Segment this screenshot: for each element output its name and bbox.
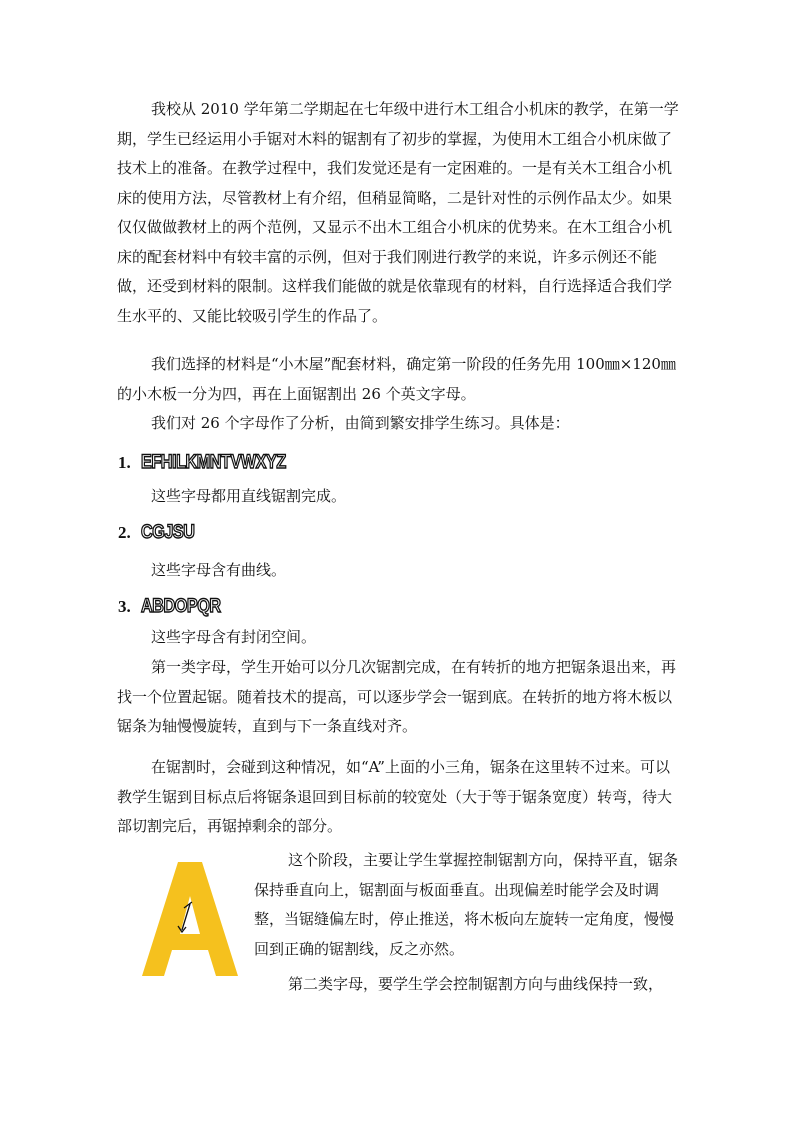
paragraph-analysis: 我们对 26 个字母作了分析，由简到繁安排学生练习。具体是： — [151, 414, 570, 432]
list-item-1 — [118, 452, 311, 474]
list-item-2-desc: 这些字母含有曲线。 — [151, 561, 287, 579]
list-item-2 — [118, 522, 204, 544]
letter-a-illustration — [140, 860, 240, 978]
paragraph-turning: 在锯割时，会碰到这种情况，如“A”上面的小三角，锯条在这里转不过来。可以教学生锯到目标点后将锯条退回到目标前的较宽处（大于等于锯条宽度）转弯，待大部切割完后，再锯掉剩余的部分。 — [117, 758, 673, 835]
list-number: 1. — [118, 453, 131, 472]
outline-letters: CGJSU — [140, 522, 195, 543]
outline-letters: EFHILKMNTVWXYZ — [140, 452, 286, 473]
paragraph-second-category: 第二类字母，要学生学会控制锯割方向与曲线保持一致， — [288, 975, 664, 993]
list-item-3 — [118, 596, 234, 618]
outline-letters: ABDOPQR — [140, 596, 221, 617]
list-item-1-desc: 这些字母都用直线锯割完成。 — [151, 487, 347, 505]
paragraph-first-category: 第一类字母，学生开始可以分几次锯割完成，在有转折的地方把锯条退出来，再找一个位置起锯。随着技术的提高，可以逐步学会一锯到底。在转折的地方将木板以锯条为轴慢慢旋转，直到与下一条直线对齐。 — [117, 658, 677, 735]
paragraph-stage-goal: 这个阶段，主要让学生掌握控制锯割方向，保持平直，锯条保持垂直向上，锯割面与板面垂直。出现偏差时能学会及时调整，当锯缝偏左时，停止推送，将木板向左旋转一定角度，慢慢回到正确的锯割线，反之亦然。 — [254, 851, 679, 958]
list-item-3-desc: 这些字母含有封闭空间。 — [151, 628, 317, 646]
list-number: 3. — [118, 597, 131, 616]
letter-a-figure — [140, 860, 240, 978]
list-number: 2. — [118, 523, 131, 542]
paragraph-materials: 我们选择的材料是“小木屋”配套材料，确定第一阶段的任务先用 100㎜×120㎜的小木板一分为四，再在上面锯割出 26 个英文字母。 — [117, 355, 676, 403]
paragraph-intro: 我校从 2010 学年第二学期起在七年级中进行木工组合小机床的教学，在第一学期，学生已经运用小手锯对木料的锯割有了初步的掌握，为使用木工组合小机床做了技术上的准备。在教学过程中，我们发觉还是有一定困难的。一是有关木工组合小机床的使用方法，尽管教材上有介绍，但稍显简略，二是针对性的示例作品太少。如果仅仅做做教材上的两个范例，又显示不出木工组合小机床的优势来。在木工组合小机床的配套材料中有较丰富的示例，但对于我们刚进行教学的来说，许多示例还不能做，还受到材料的限制。这样我们能做的就是依靠现有的材料，自行选择适合我们学生水平的、又能比较吸引学生的作品了。 — [117, 100, 679, 325]
